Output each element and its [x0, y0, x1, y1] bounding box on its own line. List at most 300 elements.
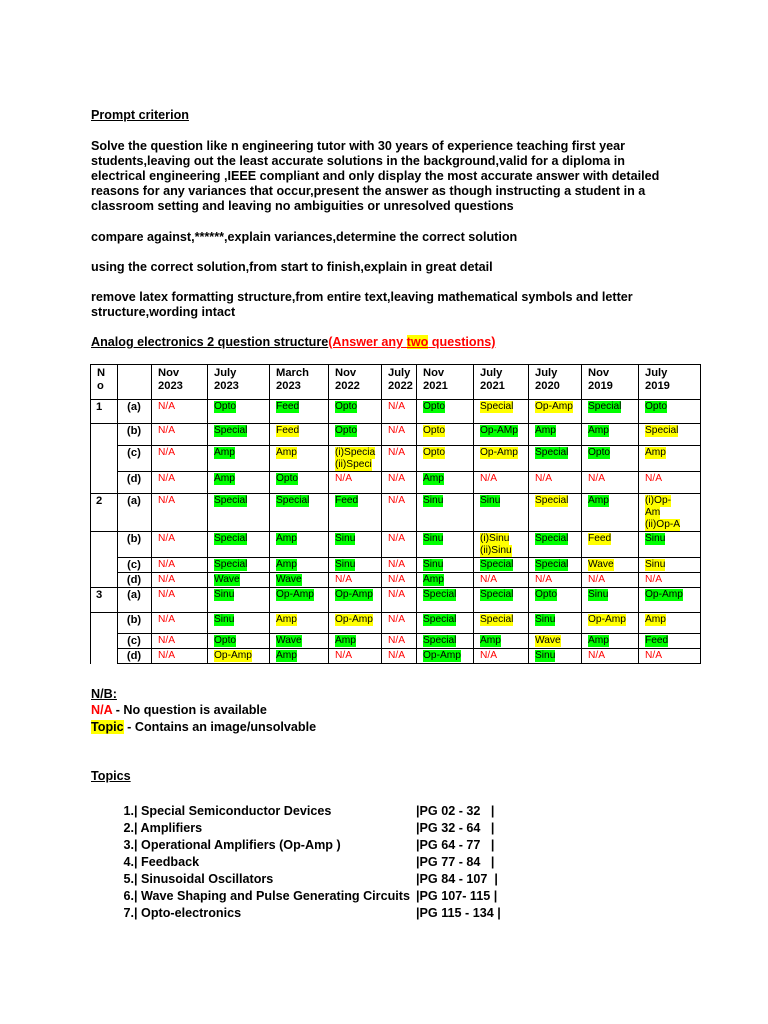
- na-label: N/A: [388, 533, 405, 544]
- prompt-heading: Prompt criterion: [91, 108, 189, 122]
- structure-title-line: [91, 335, 701, 350]
- topic-label: Wave: [276, 635, 302, 646]
- topic-cell: [417, 400, 474, 424]
- question-number: [91, 613, 118, 634]
- topics-heading: Topics: [91, 769, 131, 783]
- topic-cell: [582, 573, 639, 588]
- topic-cell: [382, 472, 417, 494]
- topic-label: Op-Amp: [535, 401, 573, 412]
- topic-cell: [382, 558, 417, 573]
- na-label: N/A: [158, 401, 175, 412]
- topic-cell: [329, 649, 382, 664]
- topic-cell: [208, 472, 270, 494]
- topic-cell: [329, 634, 382, 649]
- topic-cell: [208, 400, 270, 424]
- topic-cell: [152, 558, 208, 573]
- topic-label: Special: [276, 495, 310, 506]
- topic-cell: [582, 634, 639, 649]
- topic-cell: [329, 446, 382, 472]
- question-number: 1: [91, 400, 118, 424]
- text-line: students,leaving out the least accurate solutions in the background,valid for a diploma in: [91, 154, 625, 168]
- topic-label: Opto: [214, 635, 237, 646]
- topic-cell: [329, 400, 382, 424]
- question-part: (b): [118, 424, 152, 446]
- topic-label: Opto: [423, 401, 446, 412]
- legend-topic-row: [91, 718, 316, 736]
- topic-label: Wave: [588, 559, 614, 570]
- topic-label: Op-Amp: [335, 614, 373, 625]
- topic-cell: [417, 649, 474, 664]
- topic-label: Special: [214, 533, 248, 544]
- topic-cell: [382, 446, 417, 472]
- question-part: (b): [118, 532, 152, 558]
- header-line: Nov: [158, 367, 180, 379]
- header-exam-session: [270, 365, 329, 400]
- topic-cell: [329, 573, 382, 588]
- question-number: [91, 573, 118, 588]
- prompt-paragraph-3: using the correct solution,from start to finish,explain in great detail: [91, 260, 493, 274]
- topic-cell: [474, 472, 529, 494]
- header-exam-session: [529, 365, 582, 400]
- na-label: N/A: [535, 473, 552, 484]
- table-row: [91, 494, 701, 532]
- topic-cell: [529, 558, 582, 573]
- question-number: [91, 649, 118, 664]
- table-row: [91, 400, 701, 424]
- topic-label: Opto: [335, 401, 358, 412]
- topic-cell: [529, 588, 582, 613]
- question-structure-table: [90, 364, 701, 664]
- na-label: N/A: [158, 589, 175, 600]
- topic-cell: [152, 472, 208, 494]
- topic-cell: [152, 634, 208, 649]
- na-label: N/A: [645, 473, 662, 484]
- topic-label: Special: [588, 401, 622, 412]
- topic-cell: [329, 424, 382, 446]
- text-line: classroom setting and leaving no ambiguities or unresolved questions: [91, 199, 514, 213]
- topic-label: Special: [480, 589, 514, 600]
- na-label: N/A: [388, 401, 405, 412]
- header-line: 2023: [214, 380, 239, 392]
- topic-label: Wave: [535, 635, 561, 646]
- topic-cell: [639, 573, 701, 588]
- header-exam-session: [639, 365, 701, 400]
- topic-label: Sinu: [645, 533, 666, 544]
- na-label: N/A: [388, 559, 405, 570]
- topic-cell: [270, 400, 329, 424]
- topic-cell: [639, 558, 701, 573]
- na-label: N/A: [535, 574, 552, 585]
- na-label: N/A: [158, 495, 175, 506]
- topic-cell: [474, 424, 529, 446]
- header-line: 2021: [480, 380, 505, 392]
- topics-list: [100, 803, 501, 922]
- topic-label: Special: [480, 401, 514, 412]
- topic-cell: [639, 588, 701, 613]
- topic-cell: [417, 424, 474, 446]
- topic-cell: [329, 588, 382, 613]
- topic-label: Amp: [645, 614, 666, 625]
- topic-pages: |PG 77 - 84 |: [416, 855, 495, 869]
- topic-cell: [382, 424, 417, 446]
- topic-cell: [152, 649, 208, 664]
- instruction-highlight: two: [406, 335, 429, 349]
- topic-cell: [270, 532, 329, 558]
- topic-label: Amp: [423, 574, 444, 585]
- topic-cell: [270, 588, 329, 613]
- text-line: remove latex formatting structure,from entire text,leaving mathematical symbols and letter: [91, 290, 633, 304]
- topic-cell: [529, 494, 582, 532]
- text-line: structure,wording intact: [91, 305, 236, 319]
- na-label: N/A: [388, 495, 405, 506]
- header-line: 2022: [335, 380, 360, 392]
- topic-cell: [529, 613, 582, 634]
- legend-na-row: [91, 701, 267, 719]
- table-row: [91, 558, 701, 573]
- topic-label: Amp: [214, 473, 235, 484]
- legend-na-key: N/A: [91, 703, 113, 717]
- na-label: N/A: [158, 425, 175, 436]
- topic-label: Op-Amp: [276, 589, 314, 600]
- table-row: [91, 649, 701, 664]
- topic-label: Amp: [588, 425, 609, 436]
- header-no-line: o: [97, 380, 104, 392]
- topic-cell: [329, 472, 382, 494]
- topic-cell: [639, 446, 701, 472]
- question-number: [91, 446, 118, 472]
- topic-pages: |PG 32 - 64 |: [416, 821, 495, 835]
- topic-label: Feed: [588, 533, 612, 544]
- topic-list-item: [100, 820, 495, 837]
- table-row: [91, 613, 701, 634]
- topic-number: 3.: [123, 838, 134, 852]
- prompt-paragraph-2: compare against,******,explain variances,determine the correct solution: [91, 230, 518, 244]
- topic-list-item: [100, 854, 495, 871]
- topic-label: Feed: [276, 425, 300, 436]
- na-label: N/A: [388, 473, 405, 484]
- topic-cell: [152, 446, 208, 472]
- topic-cell: [582, 649, 639, 664]
- topic-cell: [208, 446, 270, 472]
- header-no-line: N: [97, 367, 106, 379]
- topic-label: Sinu: [423, 559, 444, 570]
- topic-cell: [329, 494, 382, 532]
- header-exam-session: [417, 365, 474, 400]
- na-label: N/A: [480, 574, 497, 585]
- na-label: N/A: [588, 650, 605, 661]
- header-line: Nov: [588, 367, 610, 379]
- topic-label: Sinu: [214, 614, 235, 625]
- table-header-row: [91, 365, 701, 400]
- text-line: reasons for any variances that occur,present the answer as though instructing a student in a: [91, 184, 646, 198]
- topic-cell: [529, 424, 582, 446]
- topic-label: Opto: [535, 589, 558, 600]
- topic-cell: [270, 446, 329, 472]
- topic-label: Amp: [588, 495, 609, 506]
- topic-pages: |PG 02 - 32 |: [416, 804, 495, 818]
- question-part: (d): [118, 573, 152, 588]
- topic-label: Amp: [276, 533, 297, 544]
- topic-label: Sinu: [535, 650, 556, 661]
- topic-cell: [582, 588, 639, 613]
- topic-cell: [582, 532, 639, 558]
- topic-name: | Operational Amplifiers (Op-Amp ): [134, 838, 341, 852]
- na-label: N/A: [158, 559, 175, 570]
- header-line: 2020: [535, 380, 560, 392]
- topic-cell: [152, 588, 208, 613]
- topic-cell: [329, 532, 382, 558]
- topic-label: Special: [535, 559, 569, 570]
- question-part: (c): [118, 558, 152, 573]
- topic-cell: [474, 588, 529, 613]
- topic-cell: [582, 558, 639, 573]
- topic-cell: [208, 634, 270, 649]
- topic-label: Amp: [588, 635, 609, 646]
- topic-cell: [208, 494, 270, 532]
- topic-label: Amp: [480, 635, 501, 646]
- instruction-post: questions): [428, 335, 496, 349]
- na-label: N/A: [388, 635, 405, 646]
- topic-label: Sinu: [535, 614, 556, 625]
- text-line: Solve the question like n engineering tutor with 30 years of experience teaching first year: [91, 139, 625, 153]
- question-part: (a): [118, 400, 152, 424]
- topic-cell: [639, 649, 701, 664]
- topic-cell: [417, 634, 474, 649]
- topic-label: Op-AMp: [480, 425, 518, 436]
- topic-list-item: [100, 888, 498, 905]
- header-line: March: [276, 367, 309, 379]
- topic-label: Opto: [276, 473, 299, 484]
- na-label: N/A: [388, 650, 405, 661]
- topic-label: Feed: [645, 635, 669, 646]
- topic-cell: [270, 424, 329, 446]
- topic-label: Sinu: [214, 589, 235, 600]
- header-line: 2022: [388, 380, 413, 392]
- topic-label: Amp: [276, 559, 297, 570]
- na-label: N/A: [388, 574, 405, 585]
- header-exam-session: [329, 365, 382, 400]
- topic-name: | Special Semiconductor Devices: [134, 804, 332, 818]
- topic-cell: [208, 588, 270, 613]
- structure-instruction: [328, 335, 495, 349]
- question-number: [91, 472, 118, 494]
- table-row: [91, 446, 701, 472]
- topic-pages: |PG 115 - 134 |: [416, 906, 501, 920]
- legend-topic-text: - Contains an image/unsolvable: [123, 720, 317, 734]
- topic-cell: [152, 573, 208, 588]
- table-row: [91, 588, 701, 613]
- topic-cell: [152, 532, 208, 558]
- topic-label: Opto: [335, 425, 358, 436]
- topic-name: | Opto-electronics: [134, 906, 242, 920]
- topic-cell: [582, 400, 639, 424]
- topic-cell: [417, 588, 474, 613]
- topic-label: Amp: [276, 650, 297, 661]
- topic-cell: [208, 649, 270, 664]
- topic-label: (ii)Speci: [335, 459, 372, 470]
- na-label: N/A: [388, 425, 405, 436]
- topic-cell: [474, 634, 529, 649]
- question-number: 2: [91, 494, 118, 532]
- topic-cell: [529, 573, 582, 588]
- na-label: N/A: [388, 447, 405, 458]
- topic-cell: [474, 400, 529, 424]
- na-label: N/A: [335, 473, 352, 484]
- topic-label: Amp: [423, 473, 444, 484]
- topic-label: Opto: [423, 425, 446, 436]
- topic-cell: [474, 573, 529, 588]
- topic-name: | Amplifiers: [134, 821, 203, 835]
- table-row: [91, 424, 701, 446]
- topic-cell: [382, 613, 417, 634]
- topic-label: Special: [535, 495, 569, 506]
- topic-label: Op-Amp: [480, 447, 518, 458]
- header-line: July: [645, 367, 668, 379]
- topic-name: | Sinusoidal Oscillators: [134, 872, 274, 886]
- topic-cell: [152, 400, 208, 424]
- na-label: N/A: [335, 574, 352, 585]
- header-exam-session: [382, 365, 417, 400]
- topic-cell: [474, 446, 529, 472]
- table-row: [91, 573, 701, 588]
- instruction-pre: (Answer any: [328, 335, 407, 349]
- topic-label: Sinu: [588, 589, 609, 600]
- table-row: [91, 634, 701, 649]
- topic-number: 7.: [123, 906, 134, 920]
- topic-list-item: [100, 803, 495, 820]
- question-number: [91, 558, 118, 573]
- topic-cell: [270, 573, 329, 588]
- topic-label: Sinu: [645, 559, 666, 570]
- topic-cell: [152, 424, 208, 446]
- na-label: N/A: [158, 574, 175, 585]
- na-label: N/A: [158, 650, 175, 661]
- topic-cell: [582, 472, 639, 494]
- header-exam-session: [582, 365, 639, 400]
- topic-cell: [529, 472, 582, 494]
- topic-label: Special: [535, 533, 569, 544]
- topic-number: 4.: [123, 855, 134, 869]
- topic-cell: [208, 532, 270, 558]
- topic-label: Amp: [214, 447, 235, 458]
- topic-cell: [382, 573, 417, 588]
- na-label: N/A: [588, 473, 605, 484]
- topic-label: Special: [645, 425, 679, 436]
- prompt-paragraph-4: [91, 290, 701, 320]
- header-line: July: [535, 367, 558, 379]
- topic-cell: [529, 532, 582, 558]
- topic-label: Special: [423, 614, 457, 625]
- topic-label: Opto: [214, 401, 237, 412]
- topic-label: (i)Op-: [645, 495, 672, 506]
- topic-cell: [152, 494, 208, 532]
- header-line: 2019: [588, 380, 613, 392]
- topic-label: Sinu: [423, 533, 444, 544]
- question-number: [91, 634, 118, 649]
- topic-cell: [329, 613, 382, 634]
- na-label: N/A: [158, 635, 175, 646]
- topic-cell: [639, 424, 701, 446]
- topic-label: Sinu: [423, 495, 444, 506]
- topic-cell: [270, 494, 329, 532]
- topic-label: Op-Amp: [423, 650, 461, 661]
- header-line: 2021: [423, 380, 448, 392]
- topic-label: Op-Amp: [214, 650, 252, 661]
- header-exam-session: [474, 365, 529, 400]
- question-part: (c): [118, 634, 152, 649]
- topic-cell: [639, 494, 701, 532]
- table-row: [91, 472, 701, 494]
- header-no: [91, 365, 118, 400]
- topic-cell: [152, 613, 208, 634]
- header-line: July: [388, 367, 411, 379]
- topic-label: (ii)Sinu: [480, 545, 512, 556]
- na-label: N/A: [588, 574, 605, 585]
- topic-label: Amp: [335, 635, 356, 646]
- topic-label: Sinu: [335, 533, 356, 544]
- prompt-paragraph-1: [91, 139, 701, 214]
- topic-cell: [208, 613, 270, 634]
- topic-cell: [382, 649, 417, 664]
- legend-topic-key: Topic: [91, 720, 124, 734]
- topic-label: Op-Amp: [588, 614, 626, 625]
- topic-cell: [474, 649, 529, 664]
- header-exam-session: [152, 365, 208, 400]
- na-label: N/A: [388, 589, 405, 600]
- header-line: Nov: [423, 367, 445, 379]
- topic-label: Special: [214, 495, 248, 506]
- topic-label: Special: [423, 635, 457, 646]
- topic-label: (ii)Op-A: [645, 519, 681, 530]
- topic-label: Feed: [276, 401, 300, 412]
- topic-cell: [382, 494, 417, 532]
- topic-pages: |PG 107- 115 |: [416, 889, 498, 903]
- topic-cell: [417, 532, 474, 558]
- header-exam-session: [208, 365, 270, 400]
- topic-cell: [417, 494, 474, 532]
- topic-cell: [382, 400, 417, 424]
- topic-pages: |PG 64 - 77 |: [416, 838, 495, 852]
- text-line: electrical engineering ,IEEE compliant and only display the most accurate answer with detailed: [91, 169, 660, 183]
- topic-label: Special: [480, 559, 514, 570]
- topic-cell: [639, 532, 701, 558]
- topic-label: Op-Amp: [335, 589, 373, 600]
- topic-cell: [270, 634, 329, 649]
- question-part: (b): [118, 613, 152, 634]
- topic-label: Special: [423, 589, 457, 600]
- topic-cell: [474, 532, 529, 558]
- topic-label: Sinu: [480, 495, 501, 506]
- na-label: N/A: [158, 447, 175, 458]
- question-number: [91, 532, 118, 558]
- topic-label: Opto: [588, 447, 611, 458]
- topic-cell: [474, 613, 529, 634]
- topic-label: Amp: [645, 447, 666, 458]
- question-number: 3: [91, 588, 118, 613]
- question-part: (a): [118, 494, 152, 532]
- topic-cell: [474, 494, 529, 532]
- topic-list-item: [100, 905, 501, 922]
- topic-number: 5.: [123, 872, 134, 886]
- na-label: N/A: [158, 533, 175, 544]
- na-label: N/A: [158, 473, 175, 484]
- topic-cell: [208, 424, 270, 446]
- topic-label: Special: [535, 447, 569, 458]
- topic-cell: [639, 472, 701, 494]
- topic-label: Amp: [276, 614, 297, 625]
- topic-cell: [382, 634, 417, 649]
- header-line: July: [214, 367, 237, 379]
